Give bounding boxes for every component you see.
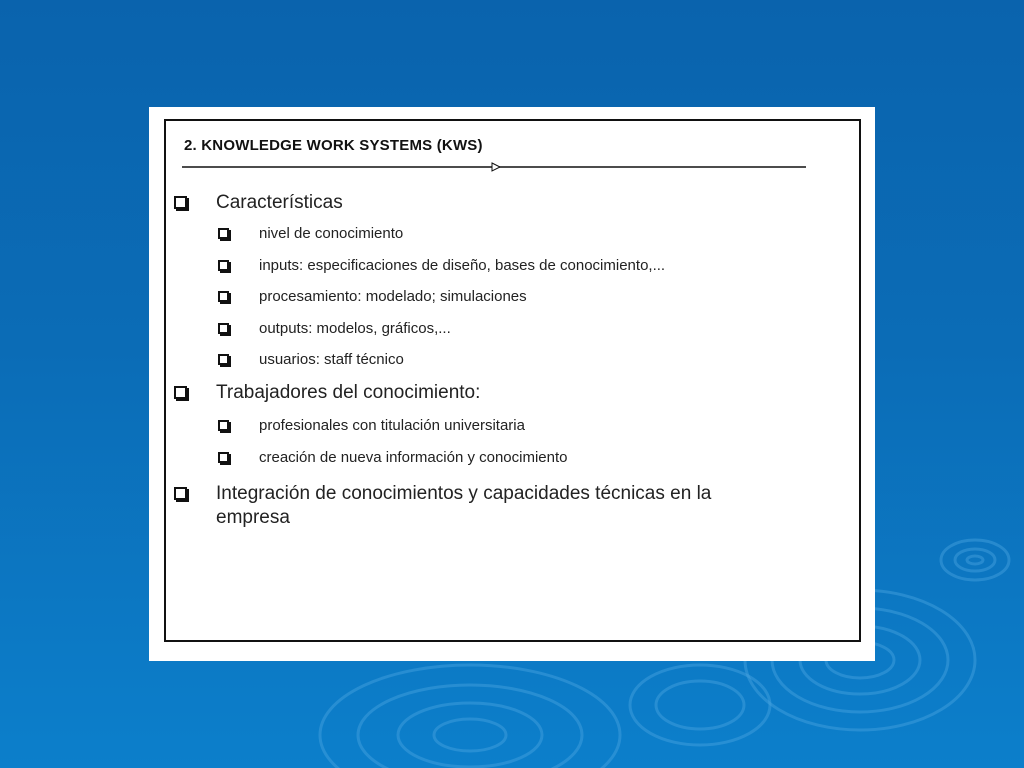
list-item [173, 448, 813, 468]
list-item-text: profesionales con titulación universitaria [259, 417, 525, 434]
list-item [173, 191, 813, 215]
list-item-text: inputs: especificaciones de diseño, bases de conocimiento,... [259, 257, 666, 274]
checkbox-square-icon [218, 260, 229, 271]
list-item [173, 381, 813, 405]
checkbox-square-icon [218, 228, 229, 239]
list-item-text: Trabajadores del conocimiento: [216, 382, 481, 403]
checkbox-square-icon [218, 420, 229, 431]
bullet-list [173, 191, 813, 530]
list-item-text: outputs: modelos, gráficos,... [259, 320, 451, 337]
list-item-text: Características [216, 192, 343, 213]
list-item [173, 287, 813, 307]
list-item [173, 482, 786, 530]
list-item [173, 256, 813, 276]
checkbox-square-icon [174, 386, 187, 399]
list-item [173, 224, 813, 244]
heading-rule [182, 161, 806, 173]
list-item-text: Integración de conocimientos y capacidades técnicas en la empresa [216, 483, 712, 528]
checkbox-square-icon [218, 452, 229, 463]
checkbox-square-icon [218, 323, 229, 334]
checkbox-square-icon [218, 291, 229, 302]
list-item [173, 416, 813, 436]
list-item-text: procesamiento: modelado; simulaciones [259, 288, 527, 305]
checkbox-square-icon [174, 487, 187, 500]
checkbox-square-icon [218, 354, 229, 365]
slide-heading: 2. KNOWLEDGE WORK SYSTEMS (KWS) [184, 137, 483, 154]
list-item [173, 319, 813, 339]
list-item [173, 350, 813, 370]
list-item-text: usuarios: staff técnico [259, 351, 404, 368]
list-item-text: creación de nueva información y conocimiento [259, 449, 568, 466]
slide-card [149, 107, 875, 661]
checkbox-square-icon [174, 196, 187, 209]
list-item-text: nivel de conocimiento [259, 225, 404, 242]
arrow-right-icon [492, 163, 500, 171]
